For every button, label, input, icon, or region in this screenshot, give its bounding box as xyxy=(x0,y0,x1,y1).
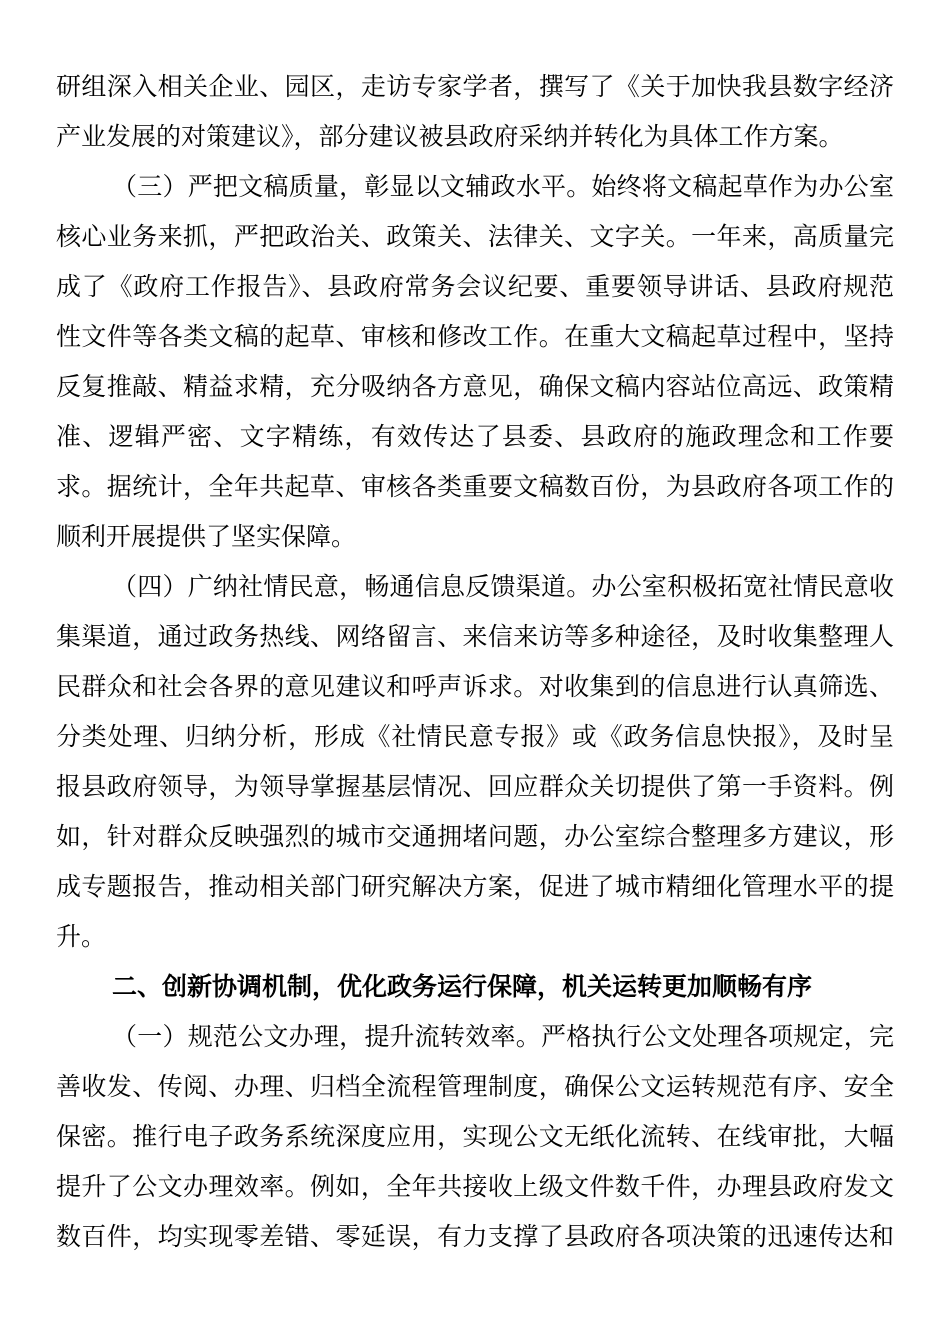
text-line: （三）严把文稿质量，彰显以文辅政水平。始终将文稿起草作为办公室 xyxy=(112,173,894,201)
text-line: 保密。推行电子政务系统深度应用，实现公文无纸化流转、在线审批，大幅 xyxy=(56,1123,894,1151)
text-line: 成专题报告，推动相关部门研究解决方案，促进了城市精细化管理水平的提 xyxy=(56,873,894,901)
text-line: 提升了公文办理效率。例如，全年共接收上级文件数千件，办理县政府发文 xyxy=(56,1173,894,1201)
text-line: 分类处理、归纳分析，形成《社情民意专报》或《政务信息快报》，及时呈 xyxy=(56,723,894,751)
paragraph-continuation xyxy=(56,62,894,162)
text-line: 顺利开展提供了坚实保障。 xyxy=(56,523,357,551)
text-line: 产业发展的对策建议》，部分建议被县政府采纳并转化为具体工作方案。 xyxy=(56,123,844,151)
text-line: 成了《政府工作报告》、县政府常务会议纪要、重要领导讲话、县政府规范 xyxy=(56,273,894,301)
document-content xyxy=(56,62,894,1262)
section-heading-text: 二、创新协调机制，优化政务运行保障，机关运转更加顺畅有序 xyxy=(112,973,813,1001)
paragraph-item-three xyxy=(56,162,894,562)
text-line: 性文件等各类文稿的起草、审核和修改工作。在重大文稿起草过程中，坚持 xyxy=(56,323,894,351)
text-line: 集渠道，通过政务热线、网络留言、来信来访等多种途径，及时收集整理人 xyxy=(56,623,894,651)
text-line: 准、逻辑严密、文字精练，有效传达了县委、县政府的施政理念和工作要 xyxy=(56,423,894,451)
text-line: 核心业务来抓，严把政治关、政策关、法律关、文字关。一年来，高质量完 xyxy=(56,223,894,251)
text-line: 报县政府领导，为领导掌握基层情况、回应群众关切提供了第一手资料。例 xyxy=(56,773,894,801)
text-line: （四）广纳社情民意，畅通信息反馈渠道。办公室积极拓宽社情民意收 xyxy=(112,573,894,601)
text-line: 民群众和社会各界的意见建议和呼声诉求。对收集到的信息进行认真筛选、 xyxy=(56,673,894,701)
text-line: 求。据统计，全年共起草、审核各类重要文稿数百份，为县政府各项工作的 xyxy=(56,473,894,501)
text-line: 反复推敲、精益求精，充分吸纳各方意见，确保文稿内容站位高远、政策精 xyxy=(56,373,894,401)
paragraph-item-one xyxy=(56,1012,894,1262)
text-line: 数百件，均实现零差错、零延误，有力支撑了县政府各项决策的迅速传达和 xyxy=(56,1223,894,1251)
section-heading-two xyxy=(56,962,894,1012)
paragraph-item-four xyxy=(56,562,894,962)
text-line: 升。 xyxy=(56,923,107,951)
text-line: 研组深入相关企业、园区，走访专家学者，撰写了《关于加快我县数字经济 xyxy=(56,73,894,101)
text-line: （一）规范公文办理，提升流转效率。严格执行公文处理各项规定，完 xyxy=(112,1023,894,1051)
text-line: 善收发、传阅、办理、归档全流程管理制度，确保公文运转规范有序、安全 xyxy=(56,1073,894,1101)
text-line: 如，针对群众反映强烈的城市交通拥堵问题，办公室综合整理多方建议，形 xyxy=(56,823,894,851)
